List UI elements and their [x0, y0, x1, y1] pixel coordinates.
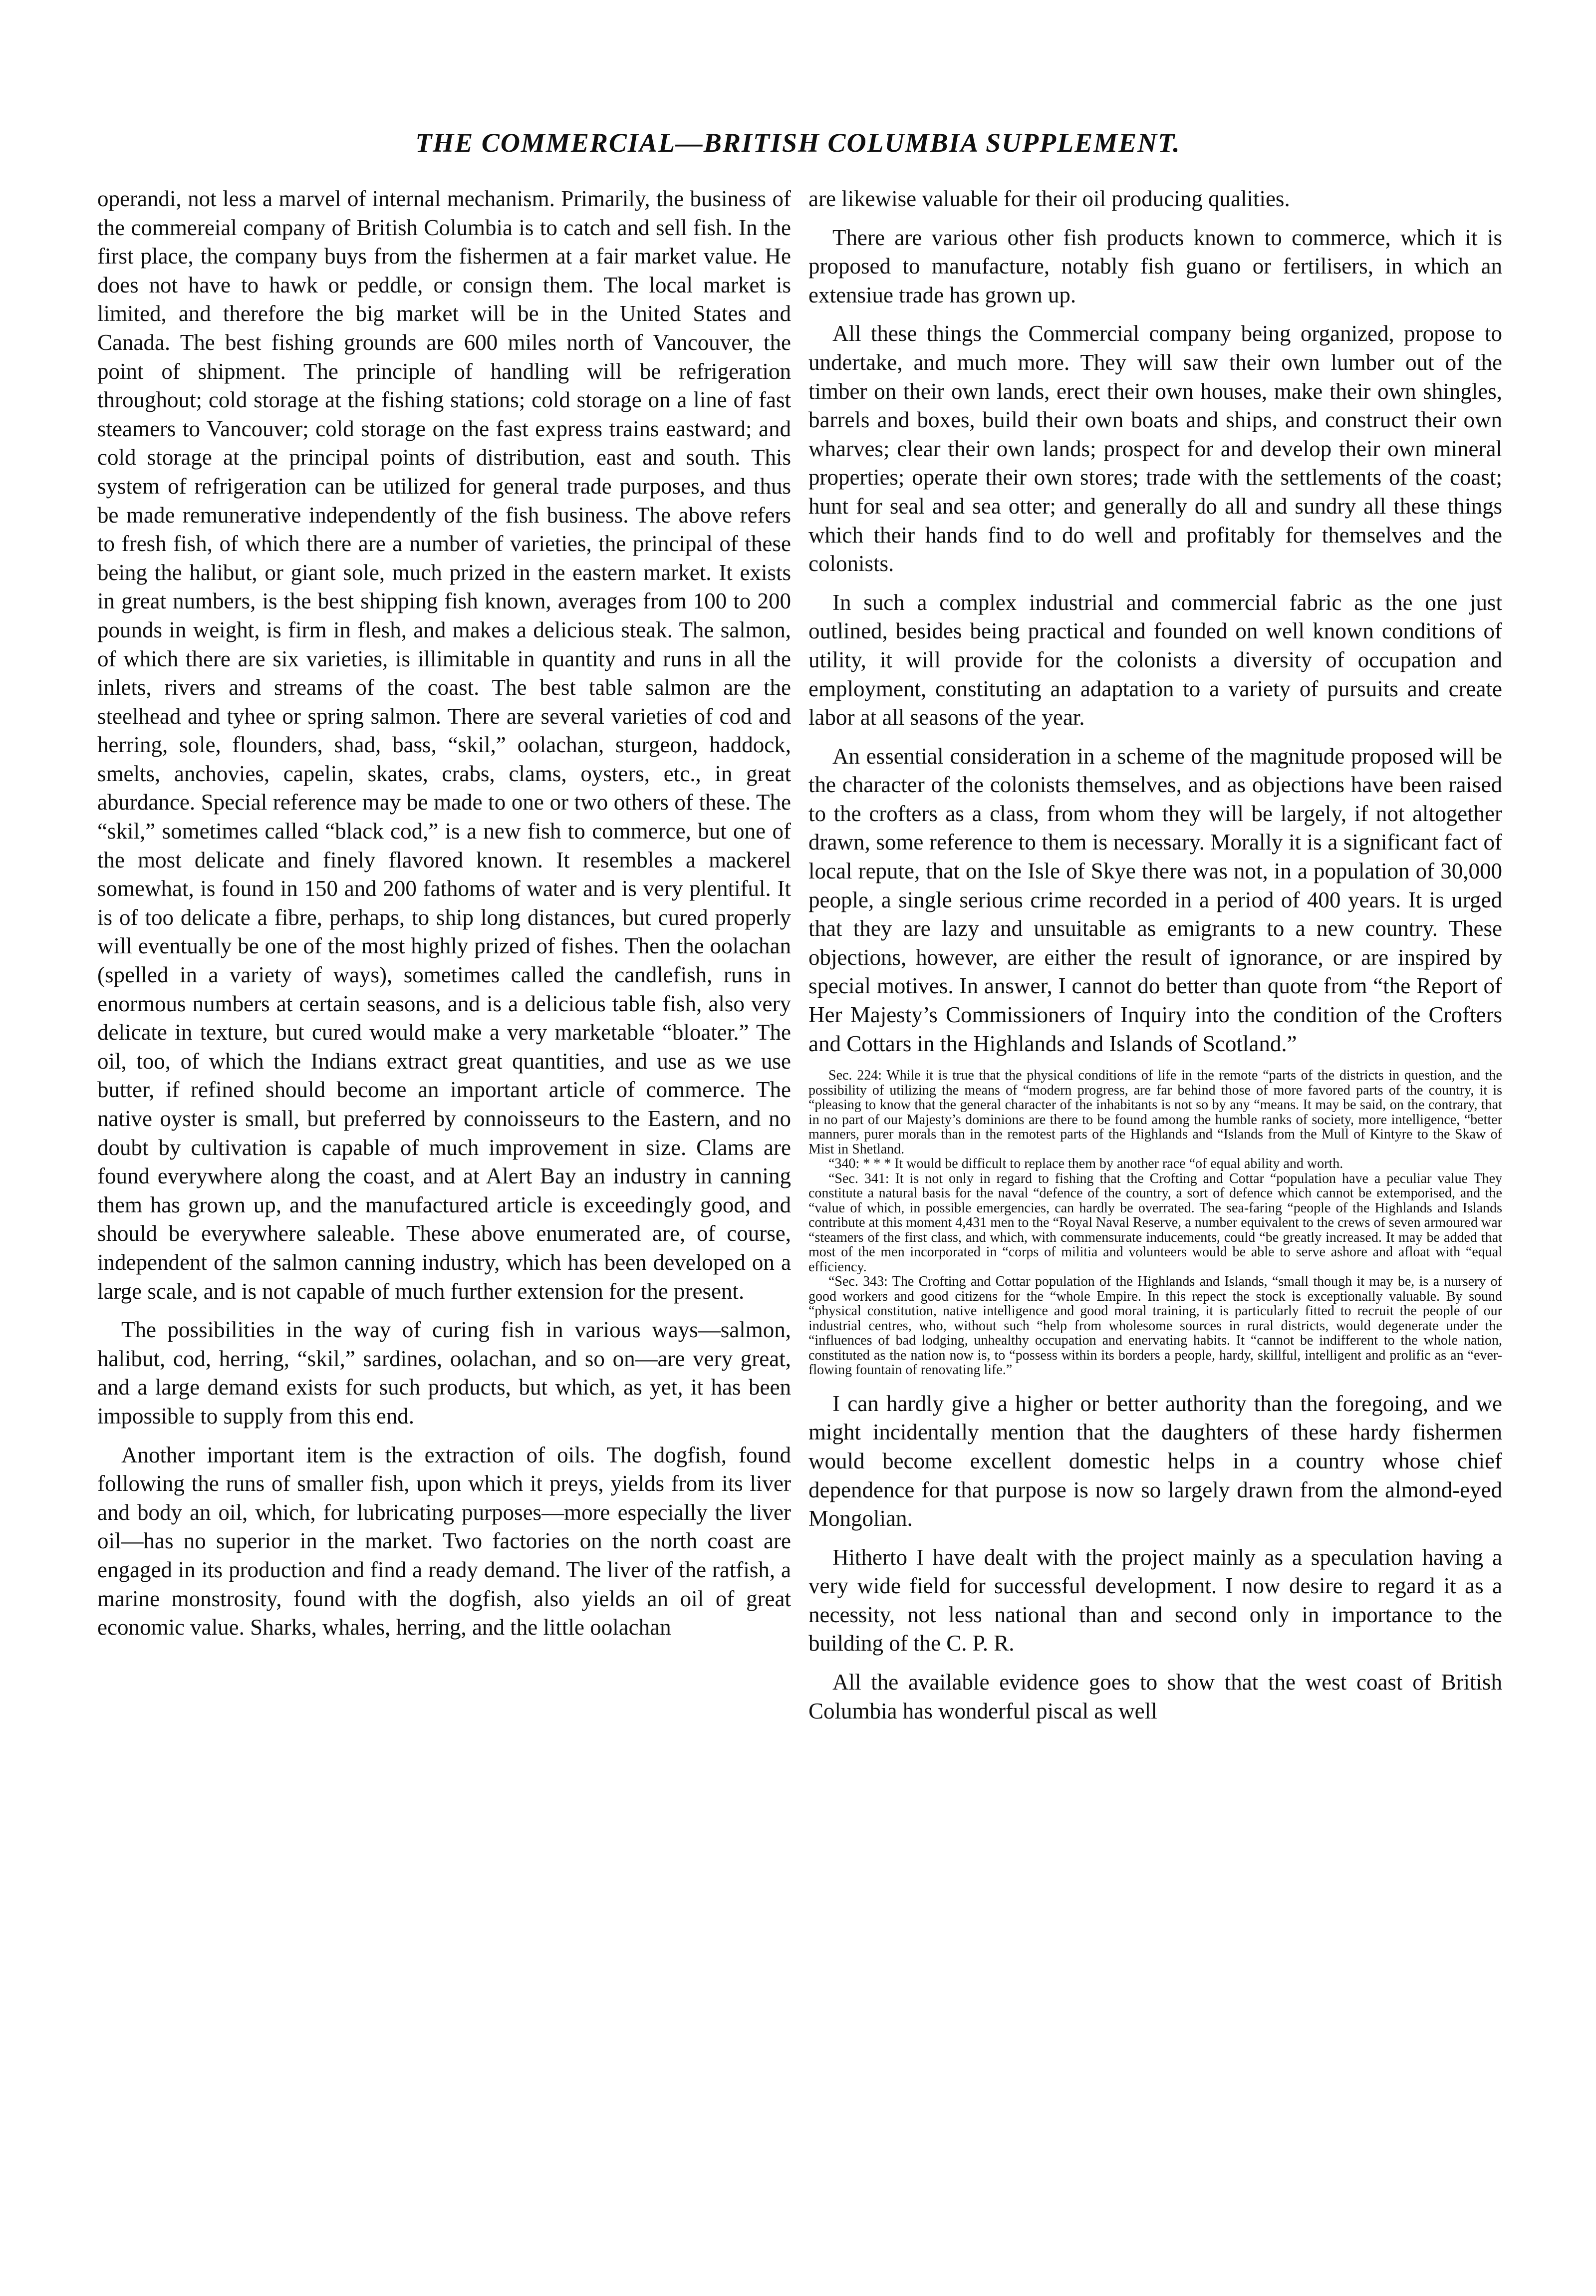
left-paragraph-2: The possibilities in the way of curing fish in various ways—salmon, halibut, cod, herring, “skil,” sardines, oolachan, and so on—are very great, and a large demand exists for such products, but which, as yet, it has been impossible to supply from this end.	[97, 1317, 791, 1429]
right-paragraph-5: An essential consideration in a scheme of the magnitude proposed will be the character of the colonists themselves, and as objections have been raised to the crofters as a class, from whom they will be largely, if not altogether drawn, some reference to them is necessary. Morally it is a significant fact of local repute, that on the Isle of Skye there was not, in a population of 30,000 people, a single serious crime recorded in a period of 400 years. It is urged that they are lazy and unsuitable as emigrants to a new country. These objections, however, are either the result of ignorance, or are inspired by special motives. In answer, I cannot do better than quote from “the Report of Her Majesty’s Commissioners of Inquiry into the condition of the Crofters and Cottars in the Highlands and Islands of Scotland.”	[808, 743, 1502, 1056]
footnote-sec-224: Sec. 224: While it is true that the physical conditions of life in the remote “parts of the districts in question, and the possibility of utilizing the means of “modern progress, are far behind those of more favored parts of the country, it is “pleasing to know that the general character of the inhabitants is not so by any “means. It may be said, on the contrary, that in no part of our Majesty’s dominions are there to be found among the humble ranks of society, more intelligence, “better manners, purer morals than in the remotest parts of the Highlands and “Islands from the Mull of Kintyre to the Skaw of Mist in Shetland.	[808, 1068, 1502, 1157]
right-paragraph-6: I can hardly give a higher or better authority than the foregoing, and we might incidentally mention that the daughters of these hardy fishermen would become excellent domestic helps in a country whose chief dependence for that purpose is now so largely drawn from the almond-eyed Mongolian.	[808, 1391, 1502, 1531]
right-column	[808, 185, 1502, 1735]
page-header-title: THE COMMERCIAL—BRITISH COLUMBIA SUPPLEMENT.	[415, 128, 1181, 158]
left-paragraph-1: operandi, not less a marvel of internal mechanism. Primarily, the business of the commereial company of British Columbia is to catch and sell fish. In the first place, the company buys from the fishermen at a fair market value. He does not have to hawk or peddle, or consign them. The local market is limited, and therefore the big market will be in the United States and Canada. The best fishing grounds are 600 miles north of Vancouver, the point of shipment. The principle of handling will be refrigeration throughout; cold storage at the fishing stations; cold storage on a line of fast steamers to Vancouver; cold storage on the fast express trains eastward; and cold storage at the principal points of distribution, east and south. This system of refrigeration can be utilized for general trade purposes, and thus be made remunerative independently of the fish business. The above refers to fresh fish, of which there are a number of varieties, the principal of these being the halibut, or giant sole, much prized in the eastern market. It exists in great numbers, is the best shipping fish known, averages from 100 to 200 pounds in weight, is firm in flesh, and makes a delicious steak. The salmon, of which there are six varieties, is illimitable in quantity and runs in all the inlets, rivers and streams of the coast. The best table salmon are the steelhead and tyhee or spring salmon. There are several varieties of cod and herring, sole, flounders, shad, bass, “skil,” oolachan, sturgeon, haddock, smelts, anchovies, capelin, skates, crabs, clams, oysters, etc., in great aburdance. Special reference may be made to one or two others of these. The “skil,” sometimes called “black cod,” is a new fish to commerce, but one of the most delicate and finely flavored known. It resembles a mackerel somewhat, is found in 150 and 200 fathoms of water and is very plentiful. It is of too delicate a fibre, perhaps, to ship long distances, but cured properly will eventually be one of the most highly prized of fishes. Then the oolachan (spelled in a variety of ways), sometimes called the candlefish, runs in enormous numbers at certain seasons, and is a delicious table fish, also very delicate in texture, but cured would make a very marketable “bloater.” The oil, too, of which the Indians extract great quantities, and use as we use butter, if refined should become an important article of commerce. The native oyster is small, but preferred by connoisseurs to the Eastern, and no doubt by cultivation is capable of much improvement in size. Clams are found everywhere along the coast, and at Alert Bay an industry in canning them has grown up, and the manufactured article is exceedingly good, and should be everywhere saleable. These above enumerated are, of course, independent of the salmon canning industry, which has been developed on a large scale, and is not capable of much further extension for the present.	[97, 186, 791, 1304]
footnote-sec-341: “Sec. 341: It is not only in regard to fishing that the Crofting and Cottar “population have a peculiar value They constitute a natural basis for the naval “defence of the country, a sort of defence which cannot be extemporised, and the “value of which, in possible emergencies, can hardly be overrated. The sea-faring “people of the Highlands and Islands contribute at this moment 4,431 men to the “Royal Naval Reserve, a number equivalent to the crews of seven armoured war “steamers of the first class, and which, with commensurate inducements, could “be greatly increased. It may be added that most of the men incorporated in “corps of militia and volunteers would be able to serve ashore and afloat with “equal efficiency.	[808, 1170, 1502, 1275]
right-paragraph-4: In such a complex industrial and commercial fabric as the one just outlined, besides being practical and founded on well known conditions of utility, it will provide for the colonists a diversity of occupation and employment, constituting an adaptation to a variety of pursuits and create labor at all seasons of the year.	[808, 589, 1502, 730]
commission-report-quotation	[808, 1068, 1502, 1378]
footnote-sec-340: “340: * * * It would be difficult to replace them by another race “of equal ability and worth.	[828, 1156, 1343, 1172]
left-paragraph-3: Another important item is the extraction of oils. The dogfish, found following the runs of smaller fish, upon which it preys, yields from its liver and body an oil, which, for lubricating purposes—more especially the liver oil—has no superior in the market. Two factories on the north coast are engaged in its production and find a ready demand. The liver of the ratfish, a marine monstrosity, found with the dogfish, also yields an oil of great economic value. Sharks, whales, herring, and the little oolachan	[97, 1442, 791, 1640]
left-column	[97, 185, 791, 1652]
right-paragraph-3: All these things the Commercial company being organized, propose to undertake, and much more. They will saw their own lumber out of the timber on their own lands, erect their own houses, make their own shingles, barrels and boxes, build their own boats and ships, and construct their own wharves; clear their own lands; prospect for and develop their own mineral properties; operate their own stores; trade with the settlements of the coast; hunt for seal and sea otter; and generally do all and sundry all these things which their hands find to do well and profitably for themselves and the colonists.	[808, 321, 1502, 576]
right-paragraph-8: All the available evidence goes to show that the west coast of British Columbia has wonderful piscal as well	[808, 1670, 1502, 1723]
footnote-sec-343: “Sec. 343: The Crofting and Cottar population of the Highlands and Islands, “small though it may be, is a nursery of good workers and good citizens for the “whole Empire. In this repect the stock is exceptionally valuable. By sound “physical constitution, native intelligence and good moral training, it is particularly fitted to recruit the people of our industrial centres, who, without such “help from wholesome sources in rural districts, would degenerate under the “influences of bad lodging, unhealthy occupation and enervating habits. It “cannot be indifferent to the whole nation, constituted as the nation now is, to “possess within its borders a people, hardy, skillful, intelligent and prolific as an “ever-flowing fountain of renovating life.”	[808, 1274, 1502, 1378]
right-paragraph-7: Hitherto I have dealt with the project mainly as a speculation having a very wide field for successful development. I now desire to regard it as a necessity, not less national than and second only in importance to the building of the C. P. R.	[808, 1544, 1502, 1656]
right-paragraph-2: There are various other fish products known to commerce, which it is proposed to manufacture, notably fish guano or fertilisers, in which an extensiue trade has grown up.	[808, 225, 1502, 307]
right-paragraph-1: are likewise valuable for their oil producing qualities.	[808, 186, 1290, 211]
